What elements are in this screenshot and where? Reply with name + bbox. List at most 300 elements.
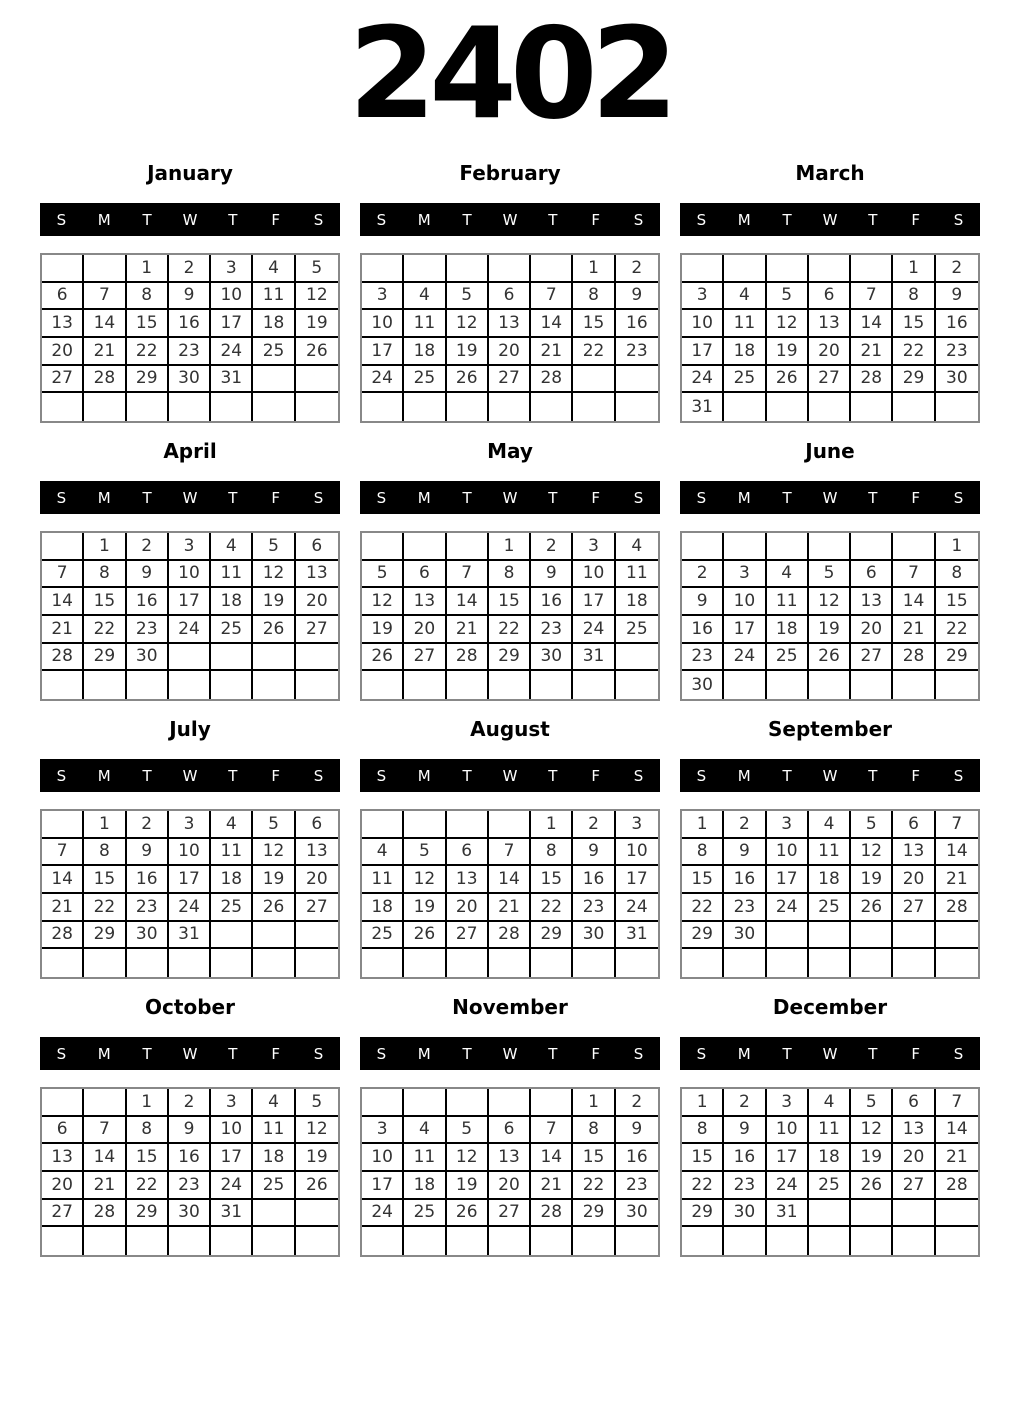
- day-cell: 31: [573, 644, 615, 672]
- day-cell: 19: [296, 1144, 338, 1172]
- day-cell-empty: [296, 644, 338, 672]
- weekday-header-cell: T: [228, 766, 238, 785]
- day-cell-empty: [893, 1227, 935, 1255]
- day-cell: 11: [211, 839, 253, 867]
- day-cell-empty: [489, 1227, 531, 1255]
- weekday-header-cell: T: [462, 766, 472, 785]
- day-cell-empty: [447, 255, 489, 283]
- day-cell: 19: [362, 616, 404, 644]
- day-cell: 31: [169, 922, 211, 950]
- weekday-header-row: [360, 481, 660, 514]
- day-cell-empty: [489, 811, 531, 839]
- day-cell: 1: [531, 811, 573, 839]
- weekday-header-cell: T: [782, 766, 792, 785]
- day-cell: 30: [936, 366, 978, 394]
- weekday-header-row: [680, 203, 980, 236]
- day-cell: 12: [447, 310, 489, 338]
- day-cell: 15: [573, 310, 615, 338]
- day-cell-empty: [489, 393, 531, 421]
- day-cell: 18: [767, 616, 809, 644]
- weekday-header-cell: S: [313, 210, 324, 229]
- day-cell: 23: [573, 894, 615, 922]
- day-cell: 26: [253, 616, 295, 644]
- day-cell: 4: [404, 283, 446, 311]
- day-cell: 14: [42, 866, 84, 894]
- day-cell: 10: [724, 588, 766, 616]
- day-cell: 13: [404, 588, 446, 616]
- day-cell-empty: [362, 949, 404, 977]
- day-cell: 29: [127, 366, 169, 394]
- day-cell: 24: [362, 366, 404, 394]
- day-cell: 31: [211, 366, 253, 394]
- day-cell: 26: [447, 1200, 489, 1228]
- day-cell-empty: [296, 922, 338, 950]
- day-cell: 17: [211, 1144, 253, 1172]
- day-cell: 9: [127, 839, 169, 867]
- day-cell: 26: [851, 894, 893, 922]
- weekday-header-cell: F: [591, 210, 601, 229]
- day-cell: 19: [296, 310, 338, 338]
- day-cell: 8: [489, 561, 531, 589]
- day-cell: 30: [531, 644, 573, 672]
- day-cell: 18: [616, 588, 658, 616]
- weekday-header-cell: M: [97, 766, 111, 785]
- weekday-header-cell: S: [696, 210, 707, 229]
- month-block-july: [40, 712, 340, 979]
- day-cell-empty: [42, 393, 84, 421]
- day-cell: 1: [893, 255, 935, 283]
- day-cell: 5: [447, 283, 489, 311]
- day-cell: 29: [682, 922, 724, 950]
- month-block-may: [360, 434, 660, 701]
- day-cell-empty: [404, 533, 446, 561]
- day-cell: 12: [362, 588, 404, 616]
- day-cell: 13: [447, 866, 489, 894]
- month-title: October: [145, 995, 235, 1019]
- day-cell: 12: [447, 1144, 489, 1172]
- month-title: March: [795, 161, 865, 185]
- day-cell-empty: [767, 255, 809, 283]
- day-cell: 18: [253, 1144, 295, 1172]
- day-cell: 25: [211, 616, 253, 644]
- day-cell: 28: [531, 1200, 573, 1228]
- day-cell-empty: [573, 393, 615, 421]
- day-cell: 2: [531, 533, 573, 561]
- weekday-header-cell: T: [548, 1044, 558, 1063]
- month-day-grid: [40, 809, 340, 979]
- day-cell: 10: [211, 283, 253, 311]
- weekday-header-cell: T: [228, 210, 238, 229]
- day-cell: 5: [404, 839, 446, 867]
- day-cell: 20: [42, 1172, 84, 1200]
- day-cell: 26: [447, 366, 489, 394]
- month-title: June: [805, 439, 855, 463]
- day-cell: 4: [809, 1089, 851, 1117]
- day-cell: 27: [404, 644, 446, 672]
- day-cell-empty: [296, 671, 338, 699]
- day-cell: 13: [893, 1117, 935, 1145]
- day-cell: 18: [809, 1144, 851, 1172]
- weekday-header-cell: S: [953, 766, 964, 785]
- day-cell: 15: [682, 1144, 724, 1172]
- day-cell: 8: [84, 561, 126, 589]
- day-cell: 28: [42, 922, 84, 950]
- day-cell: 23: [936, 338, 978, 366]
- day-cell-empty: [682, 1227, 724, 1255]
- month-block-march: [680, 156, 980, 423]
- day-cell-empty: [253, 671, 295, 699]
- day-cell-empty: [489, 1089, 531, 1117]
- weekday-header-cell: S: [633, 766, 644, 785]
- day-cell: 14: [84, 310, 126, 338]
- day-cell-empty: [253, 366, 295, 394]
- weekday-header-cell: F: [271, 210, 281, 229]
- day-cell-empty: [531, 393, 573, 421]
- day-cell: 28: [893, 644, 935, 672]
- day-cell: 17: [682, 338, 724, 366]
- day-cell: 13: [42, 1144, 84, 1172]
- day-cell-empty: [447, 1089, 489, 1117]
- day-cell: 14: [936, 839, 978, 867]
- weekday-header-cell: S: [313, 488, 324, 507]
- day-cell: 19: [447, 1172, 489, 1200]
- weekday-header-cell: T: [782, 488, 792, 507]
- day-cell: 6: [489, 1117, 531, 1145]
- day-cell: 15: [84, 866, 126, 894]
- day-cell: 29: [893, 366, 935, 394]
- day-cell-empty: [809, 1227, 851, 1255]
- day-cell-empty: [169, 671, 211, 699]
- day-cell: 5: [296, 255, 338, 283]
- day-cell-empty: [616, 366, 658, 394]
- month-title: November: [452, 995, 568, 1019]
- day-cell-empty: [447, 533, 489, 561]
- weekday-header-cell: S: [56, 766, 67, 785]
- day-cell: 13: [489, 310, 531, 338]
- month-day-grid: [680, 253, 980, 423]
- day-cell: 30: [724, 1200, 766, 1228]
- day-cell: 3: [362, 1117, 404, 1145]
- day-cell: 9: [169, 283, 211, 311]
- weekday-header-cell: S: [56, 1044, 67, 1063]
- day-cell-empty: [404, 671, 446, 699]
- day-cell: 23: [724, 894, 766, 922]
- day-cell: 21: [489, 894, 531, 922]
- day-cell: 26: [851, 1172, 893, 1200]
- day-cell-empty: [404, 949, 446, 977]
- weekday-header-cell: M: [97, 1044, 111, 1063]
- day-cell: 7: [84, 283, 126, 311]
- day-cell: 8: [84, 839, 126, 867]
- day-cell: 1: [489, 533, 531, 561]
- day-cell: 26: [767, 366, 809, 394]
- day-cell: 10: [362, 1144, 404, 1172]
- weekday-header-cell: F: [911, 1044, 921, 1063]
- day-cell: 8: [127, 283, 169, 311]
- weekday-header-cell: F: [911, 210, 921, 229]
- weekday-header-cell: S: [376, 210, 387, 229]
- day-cell: 1: [573, 255, 615, 283]
- weekday-header-cell: T: [868, 488, 878, 507]
- day-cell: 12: [767, 310, 809, 338]
- day-cell-empty: [362, 671, 404, 699]
- day-cell-empty: [936, 1200, 978, 1228]
- day-cell: 16: [127, 866, 169, 894]
- day-cell-empty: [362, 1089, 404, 1117]
- day-cell-empty: [296, 393, 338, 421]
- day-cell: 18: [362, 894, 404, 922]
- day-cell: 1: [127, 1089, 169, 1117]
- day-cell-empty: [616, 949, 658, 977]
- day-cell: 9: [127, 561, 169, 589]
- day-cell-empty: [724, 671, 766, 699]
- day-cell: 10: [616, 839, 658, 867]
- day-cell: 22: [84, 616, 126, 644]
- weekday-header-cell: M: [737, 766, 751, 785]
- day-cell-empty: [404, 255, 446, 283]
- day-cell-empty: [724, 255, 766, 283]
- day-cell: 12: [253, 839, 295, 867]
- day-cell-empty: [531, 1089, 573, 1117]
- day-cell: 10: [573, 561, 615, 589]
- day-cell-empty: [211, 393, 253, 421]
- day-cell: 2: [169, 1089, 211, 1117]
- day-cell: 28: [447, 644, 489, 672]
- day-cell-empty: [84, 255, 126, 283]
- day-cell: 21: [42, 616, 84, 644]
- day-cell: 14: [936, 1117, 978, 1145]
- day-cell: 5: [851, 811, 893, 839]
- day-cell: 28: [531, 366, 573, 394]
- day-cell: 3: [169, 811, 211, 839]
- day-cell: 11: [211, 561, 253, 589]
- day-cell: 15: [127, 310, 169, 338]
- day-cell: 6: [893, 1089, 935, 1117]
- day-cell-empty: [211, 671, 253, 699]
- weekday-header-cell: T: [142, 1044, 152, 1063]
- day-cell: 23: [127, 616, 169, 644]
- day-cell-empty: [851, 533, 893, 561]
- day-cell: 16: [127, 588, 169, 616]
- day-cell: 21: [84, 1172, 126, 1200]
- day-cell: 22: [489, 616, 531, 644]
- month-title: February: [459, 161, 561, 185]
- day-cell: 8: [682, 1117, 724, 1145]
- day-cell: 24: [767, 894, 809, 922]
- weekday-header-cell: W: [822, 1044, 838, 1063]
- weekday-header-cell: W: [182, 1044, 198, 1063]
- day-cell: 5: [767, 283, 809, 311]
- weekday-header-cell: F: [271, 1044, 281, 1063]
- day-cell: 19: [767, 338, 809, 366]
- day-cell: 27: [489, 366, 531, 394]
- day-cell: 24: [616, 894, 658, 922]
- day-cell: 18: [211, 866, 253, 894]
- day-cell: 18: [724, 338, 766, 366]
- day-cell: 28: [84, 1200, 126, 1228]
- month-day-grid: [40, 531, 340, 701]
- weekday-header-cell: S: [953, 1044, 964, 1063]
- day-cell: 14: [531, 310, 573, 338]
- month-title: May: [487, 439, 533, 463]
- month-day-grid: [360, 253, 660, 423]
- day-cell: 24: [682, 366, 724, 394]
- day-cell: 22: [682, 1172, 724, 1200]
- month-day-grid: [40, 253, 340, 423]
- day-cell: 6: [851, 561, 893, 589]
- day-cell: 23: [682, 644, 724, 672]
- weekday-header-cell: M: [737, 488, 751, 507]
- day-cell-empty: [447, 393, 489, 421]
- day-cell: 12: [851, 839, 893, 867]
- month-day-grid: [360, 809, 660, 979]
- day-cell-empty: [447, 949, 489, 977]
- day-cell: 6: [42, 1117, 84, 1145]
- day-cell: 4: [253, 1089, 295, 1117]
- day-cell: 18: [404, 338, 446, 366]
- day-cell: 18: [404, 1172, 446, 1200]
- weekday-header-cell: F: [271, 766, 281, 785]
- day-cell-empty: [169, 949, 211, 977]
- weekday-header-cell: F: [911, 766, 921, 785]
- day-cell: 28: [851, 366, 893, 394]
- weekday-header-cell: T: [868, 210, 878, 229]
- day-cell: 14: [893, 588, 935, 616]
- day-cell: 20: [296, 866, 338, 894]
- day-cell-empty: [936, 922, 978, 950]
- day-cell: 9: [724, 839, 766, 867]
- weekday-header-cell: S: [633, 488, 644, 507]
- day-cell-empty: [169, 393, 211, 421]
- day-cell: 22: [127, 1172, 169, 1200]
- day-cell: 6: [447, 839, 489, 867]
- day-cell-empty: [851, 1200, 893, 1228]
- day-cell: 2: [724, 811, 766, 839]
- day-cell: 23: [531, 616, 573, 644]
- day-cell-empty: [362, 811, 404, 839]
- day-cell: 29: [84, 644, 126, 672]
- weekday-header-cell: W: [822, 766, 838, 785]
- day-cell: 29: [531, 922, 573, 950]
- day-cell-empty: [42, 1089, 84, 1117]
- day-cell: 30: [127, 644, 169, 672]
- day-cell: 26: [253, 894, 295, 922]
- day-cell: 17: [362, 1172, 404, 1200]
- weekday-header-cell: W: [822, 210, 838, 229]
- day-cell: 10: [169, 561, 211, 589]
- day-cell: 22: [936, 616, 978, 644]
- day-cell: 19: [809, 616, 851, 644]
- day-cell-empty: [127, 1227, 169, 1255]
- day-cell: 17: [169, 866, 211, 894]
- day-cell: 8: [893, 283, 935, 311]
- day-cell-empty: [531, 255, 573, 283]
- month-block-april: [40, 434, 340, 701]
- weekday-header-cell: T: [868, 1044, 878, 1063]
- day-cell-empty: [84, 949, 126, 977]
- day-cell: 7: [851, 283, 893, 311]
- day-cell: 5: [253, 811, 295, 839]
- day-cell: 23: [169, 338, 211, 366]
- day-cell: 15: [489, 588, 531, 616]
- day-cell: 9: [616, 1117, 658, 1145]
- day-cell-empty: [616, 393, 658, 421]
- day-cell: 30: [616, 1200, 658, 1228]
- day-cell: 12: [296, 1117, 338, 1145]
- day-cell: 11: [253, 283, 295, 311]
- weekday-header-cell: W: [502, 488, 518, 507]
- day-cell: 15: [936, 588, 978, 616]
- day-cell: 21: [531, 1172, 573, 1200]
- day-cell: 17: [211, 310, 253, 338]
- weekday-header-cell: W: [502, 1044, 518, 1063]
- day-cell-empty: [447, 811, 489, 839]
- day-cell-empty: [724, 1227, 766, 1255]
- day-cell: 27: [893, 894, 935, 922]
- day-cell: 26: [809, 644, 851, 672]
- month-title: April: [163, 439, 217, 463]
- day-cell-empty: [253, 1200, 295, 1228]
- day-cell: 1: [84, 811, 126, 839]
- day-cell: 21: [936, 1144, 978, 1172]
- day-cell: 14: [42, 588, 84, 616]
- day-cell: 10: [169, 839, 211, 867]
- day-cell: 8: [127, 1117, 169, 1145]
- day-cell-empty: [936, 393, 978, 421]
- day-cell: 4: [362, 839, 404, 867]
- day-cell: 25: [211, 894, 253, 922]
- day-cell: 25: [253, 1172, 295, 1200]
- month-title: January: [147, 161, 233, 185]
- day-cell: 13: [893, 839, 935, 867]
- day-cell: 5: [851, 1089, 893, 1117]
- day-cell: 20: [489, 338, 531, 366]
- day-cell-empty: [84, 671, 126, 699]
- month-block-june: [680, 434, 980, 701]
- weekday-header-cell: S: [696, 766, 707, 785]
- weekday-header-row: [40, 759, 340, 792]
- day-cell: 9: [682, 588, 724, 616]
- day-cell: 7: [936, 811, 978, 839]
- day-cell-empty: [616, 1227, 658, 1255]
- day-cell-empty: [211, 1227, 253, 1255]
- day-cell-empty: [809, 393, 851, 421]
- day-cell: 2: [724, 1089, 766, 1117]
- day-cell: 20: [809, 338, 851, 366]
- day-cell-empty: [682, 949, 724, 977]
- day-cell-empty: [296, 1200, 338, 1228]
- weekday-header-cell: S: [56, 210, 67, 229]
- day-cell: 12: [253, 561, 295, 589]
- weekday-header-cell: S: [696, 488, 707, 507]
- day-cell-empty: [809, 671, 851, 699]
- day-cell: 22: [84, 894, 126, 922]
- day-cell: 10: [767, 839, 809, 867]
- day-cell: 11: [767, 588, 809, 616]
- day-cell: 1: [84, 533, 126, 561]
- weekday-header-cell: T: [142, 210, 152, 229]
- day-cell: 25: [253, 338, 295, 366]
- day-cell: 10: [682, 310, 724, 338]
- day-cell: 21: [936, 866, 978, 894]
- day-cell-empty: [682, 255, 724, 283]
- day-cell: 7: [489, 839, 531, 867]
- day-cell: 23: [169, 1172, 211, 1200]
- day-cell: 25: [767, 644, 809, 672]
- day-cell: 11: [404, 310, 446, 338]
- month-day-grid: [680, 1087, 980, 1257]
- day-cell: 29: [936, 644, 978, 672]
